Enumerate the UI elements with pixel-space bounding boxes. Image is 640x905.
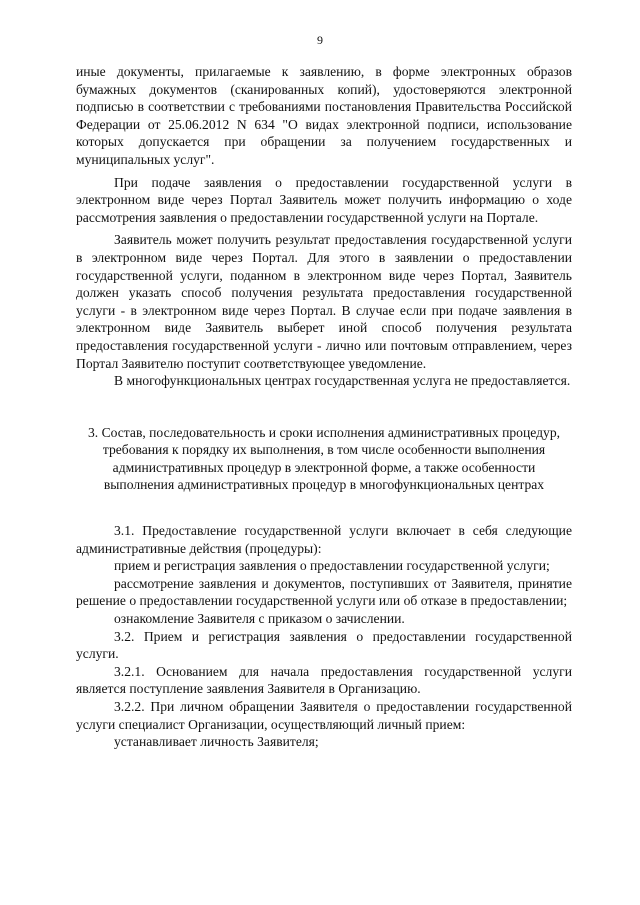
paragraph: иные документы, прилагаемые к заявлению, в форме электронных образов бумажных документов (сканированных копий), удостоверяются электронной подписью в соответствии с требованиями постановления Правительства Российской Федерации от 25.06.2012 N 634 "О видах электронной подписи, использование которых допускается при обращении за получением государственных и муниципальных услуг".	[76, 64, 572, 167]
section-heading: 3. Состав, последовательность и сроки исполнения административных процедур, требования к порядку их выполнения, в том числе особенности выполнения административных процедур в электронной форме, а также особенности выполнения административных процедур в многофункциональных центрах	[87, 424, 561, 493]
paragraph: устанавливает личность Заявителя;	[114, 734, 319, 750]
paragraph: В многофункциональных центрах государственная услуга не предоставляется.	[114, 373, 571, 389]
paragraph: Заявитель может получить результат предоставления государственной услуги в электронном виде через Портал. Для этого в заявлении о предоставлении государственной услуги, поданном в электронном виде через Портал, Заявитель должен указать способ получения результата предоставления государственной услуги - в электронном виде через Портал. В случае если при подаче заявления в электронном виде Заявитель выберет иной способ получения результата предоставления государственной услуги - лично или почтовым отправлением, через Портал Заявителю поступит соответствующее уведомление.	[76, 232, 572, 371]
list-item: прием и регистрация заявления о предоставлении государственной услуги;	[114, 558, 550, 574]
document-body	[76, 63, 572, 751]
page-number: 9	[317, 33, 323, 47]
paragraph: 3.2. Прием и регистрация заявления о предоставлении государственной услуги.	[76, 628, 572, 662]
paragraph: 3.2.2. При личном обращении Заявителя о предоставлении государственной услуги специалист Организации, осуществляющий личный прием:	[76, 699, 572, 732]
paragraph: 3.2.1. Основанием для начала предоставления государственной услуги является поступление заявления Заявителя в Организацию.	[76, 663, 572, 697]
list-item: рассмотрение заявления и документов, поступивших от Заявителя, принятие решение о предоставлении государственной услуги или об отказе в предоставлении;	[76, 575, 572, 609]
paragraph: 3.1. Предоставление государственной услуги включает в себя следующие административные действия (процедуры):	[76, 523, 572, 556]
paragraph: При подаче заявления о предоставлении государственной услуги в электронном виде через Портал Заявитель может получить информацию о ходе рассмотрения заявления о предоставлении государственной услуги на Портале.	[76, 174, 572, 225]
list-item: ознакомление Заявителя с приказом о зачислении.	[114, 611, 405, 627]
